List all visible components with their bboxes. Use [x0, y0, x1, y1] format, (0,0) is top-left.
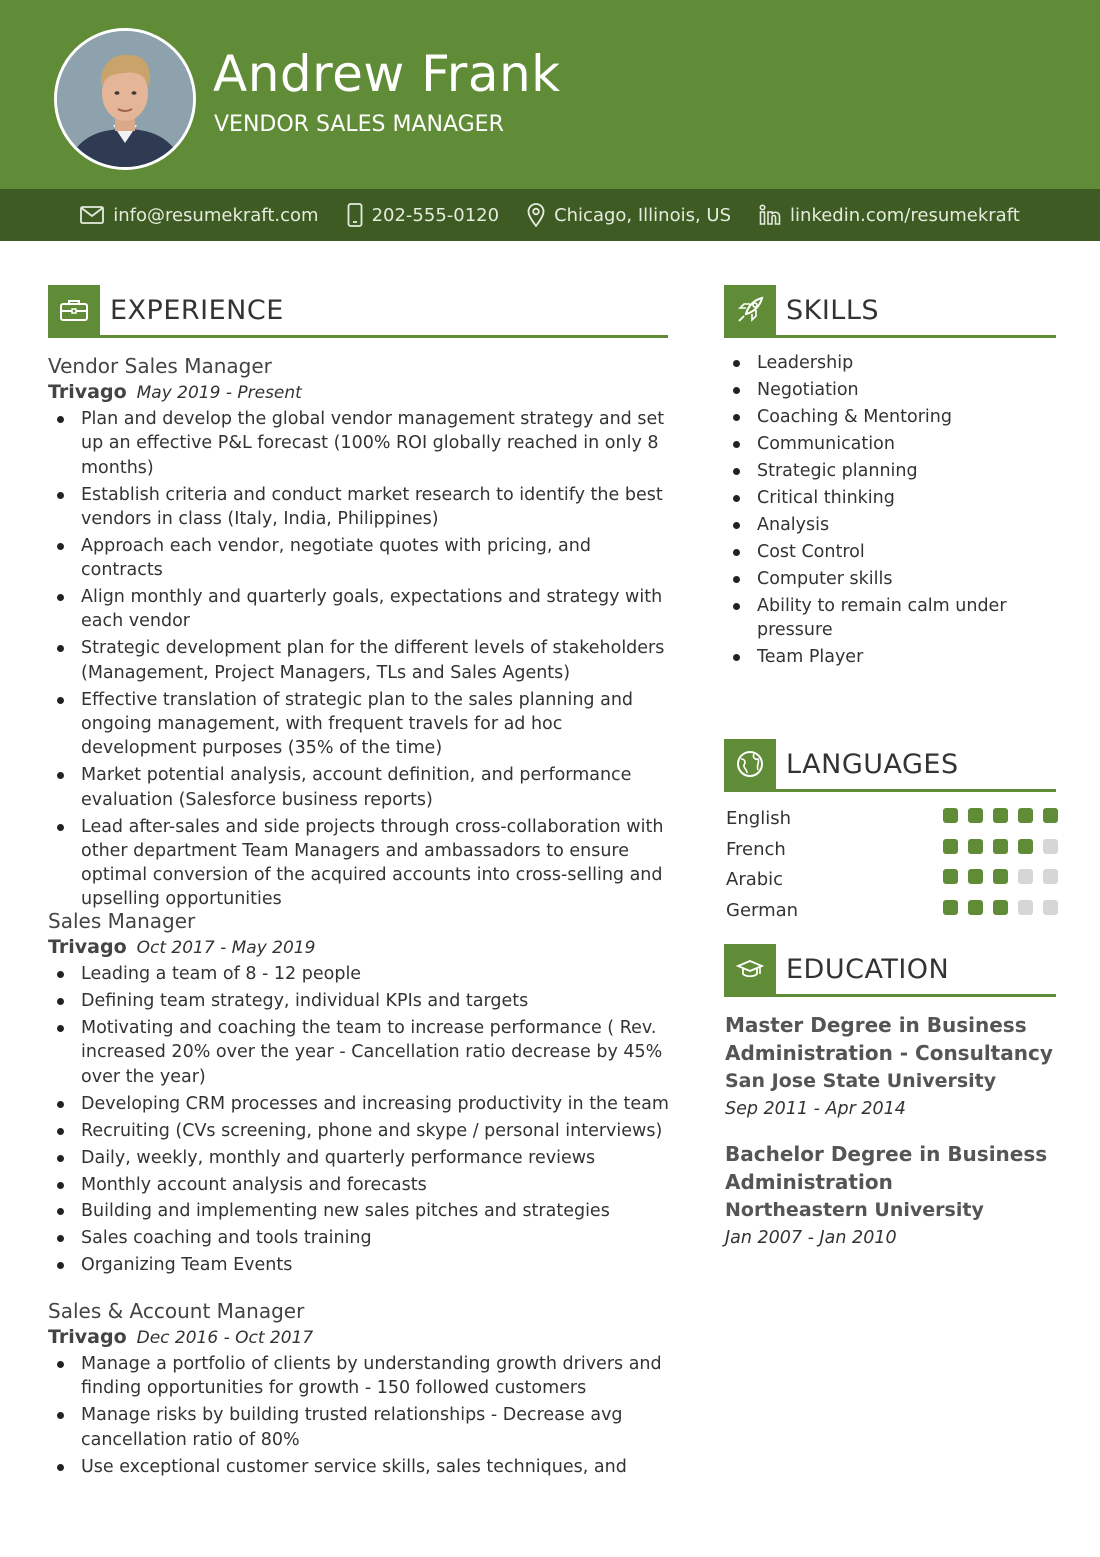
skill-item: Cost Control	[724, 540, 1064, 564]
skill-item: Leadership	[724, 351, 1064, 375]
job-bullet: Plan and develop the global vendor management strategy and set up an effective P&L forecast (100% ROI globally reached in only 8 months)	[48, 407, 678, 480]
job-bullet: Establish criteria and conduct market research to identify the best vendors in class (Italy, India, Philippines)	[48, 483, 678, 532]
job-bullet: Monthly account analysis and forecasts	[48, 1173, 678, 1197]
level-dot-empty	[1043, 869, 1058, 884]
language-name: Arabic	[726, 869, 784, 891]
skill-item: Analysis	[724, 513, 1064, 537]
skill-item: Negotiation	[724, 378, 1064, 402]
level-dot-filled	[993, 839, 1008, 854]
language-name: German	[726, 899, 799, 921]
skill-item: Critical thinking	[724, 486, 1064, 510]
level-dot-filled	[993, 808, 1008, 823]
level-dot-filled	[1018, 839, 1033, 854]
level-dot-filled	[993, 900, 1008, 915]
job-bullet: Sales coaching and tools training	[48, 1226, 678, 1250]
level-dot-empty	[1018, 900, 1033, 915]
language-level-dots	[933, 900, 1058, 915]
skill-item: Computer skills	[724, 567, 1064, 591]
job-bullet: Building and implementing new sales pitches and strategies	[48, 1199, 678, 1223]
job-bullet: Motivating and coaching the team to increase performance ( Rev. increased 20% over the year - Cancellation ratio decrease by 45% over the year)	[48, 1016, 678, 1089]
job-company: Trivago	[48, 381, 127, 403]
education-title: EDUCATION	[786, 954, 950, 985]
contact-location	[527, 203, 731, 227]
level-dot-filled	[943, 869, 958, 884]
job-company: Trivago	[48, 936, 127, 958]
job-entry	[48, 907, 678, 1280]
level-dot-filled	[968, 839, 983, 854]
job-title: Sales & Account Manager	[48, 1299, 305, 1323]
education-date: Sep 2011 - Apr 2014	[725, 1099, 906, 1119]
skill-item: Strategic planning	[724, 459, 1064, 483]
avatar	[54, 28, 196, 170]
job-bullet: Developing CRM processes and increasing productivity in the team	[48, 1092, 678, 1116]
job-date: May 2019 - Present	[136, 383, 302, 403]
job-bullet: Manage a portfolio of clients by understanding growth drivers and finding opportunities for growth - 150 followed customers	[48, 1352, 678, 1401]
languages-heading	[724, 739, 1056, 789]
section-divider	[724, 335, 1056, 338]
language-row	[726, 806, 1060, 837]
skill-item: Communication	[724, 432, 1064, 456]
level-dot-filled	[968, 808, 983, 823]
contact-email[interactable]	[80, 205, 318, 226]
skills-title: SKILLS	[786, 295, 880, 326]
job-bullet: Daily, weekly, monthly and quarterly performance reviews	[48, 1146, 678, 1170]
job-date: Dec 2016 - Oct 2017	[136, 1328, 314, 1348]
education-entry	[725, 1140, 1065, 1252]
job-bullets	[48, 962, 678, 1278]
job-bullet: Leading a team of 8 - 12 people	[48, 962, 678, 986]
candidate-name: Andrew Frank	[213, 45, 561, 103]
profile-photo	[57, 31, 193, 167]
skill-item: Ability to remain calm under pressure	[724, 594, 1032, 643]
job-bullet: Lead after-sales and side projects through cross-collaboration with other department Team Managers and ambassadors to ensure optimal conversion of the acquired accounts into cross-selling and upselling opportunities	[48, 815, 678, 912]
level-dot-filled	[968, 869, 983, 884]
language-name: French	[726, 838, 786, 860]
job-bullet: Effective translation of strategic plan to the sales planning and ongoing management, with frequent travels for ad hoc development purposes (35% of the time)	[48, 688, 678, 761]
location-pin-icon	[527, 203, 545, 227]
language-level-dots	[933, 839, 1058, 854]
contact-linkedin[interactable]	[759, 204, 1020, 226]
section-divider	[724, 994, 1056, 997]
job-bullets	[48, 407, 678, 912]
section-divider	[48, 335, 668, 338]
contact-linkedin-text: linkedin.com/resumekraft	[790, 204, 1020, 226]
education-degree: Bachelor Degree in Business Administration	[725, 1142, 1048, 1194]
contact-bar	[0, 189, 1100, 241]
level-dot-empty	[1043, 839, 1058, 854]
skills-heading	[724, 285, 1056, 335]
education-degree: Master Degree in Business Administration - Consultancy	[725, 1013, 1053, 1065]
level-dot-empty	[1043, 900, 1058, 915]
job-bullets	[48, 1352, 678, 1479]
languages-title: LANGUAGES	[786, 749, 959, 780]
language-row	[726, 898, 1060, 929]
level-dot-filled	[1043, 808, 1058, 823]
job-company: Trivago	[48, 1326, 127, 1348]
language-level-dots	[933, 869, 1058, 884]
contact-phone-text: 202-555-0120	[371, 204, 500, 226]
briefcase-icon	[60, 299, 88, 321]
education-heading	[724, 944, 1056, 994]
education-date: Jan 2007 - Jan 2010	[725, 1228, 897, 1248]
graduation-cap-icon	[736, 958, 764, 980]
contact-phone[interactable]	[347, 203, 500, 227]
section-divider	[724, 789, 1056, 792]
language-row	[726, 867, 1060, 898]
job-bullet: Recruiting (CVs screening, phone and skype / personal interviews)	[48, 1119, 678, 1143]
experience-heading	[48, 285, 668, 335]
job-entry	[48, 1297, 678, 1482]
job-bullet: Align monthly and quarterly goals, expectations and strategy with each vendor	[48, 585, 678, 634]
level-dot-empty	[1018, 869, 1033, 884]
linkedin-icon	[759, 204, 781, 226]
job-bullet: Strategic development plan for the different levels of stakeholders (Management, Project Managers, TLs and Sales Agents)	[48, 636, 678, 685]
education-school: San Jose State University	[725, 1070, 997, 1092]
education-school: Northeastern University	[725, 1199, 984, 1221]
job-date: Oct 2017 - May 2019	[136, 938, 316, 958]
job-bullet: Manage risks by building trusted relationships - Decrease avg cancellation ratio of 80%	[48, 1403, 678, 1452]
level-dot-filled	[993, 869, 1008, 884]
globe-icon	[736, 750, 764, 778]
mail-icon	[80, 206, 104, 224]
language-row	[726, 837, 1060, 868]
job-title: Sales Manager	[48, 909, 196, 933]
education-entry	[725, 1011, 1065, 1123]
header-banner	[0, 0, 1100, 189]
job-bullet: Defining team strategy, individual KPIs and targets	[48, 989, 678, 1013]
skill-item: Coaching & Mentoring	[724, 405, 1064, 429]
candidate-role: VENDOR SALES MANAGER	[214, 112, 504, 137]
phone-icon	[347, 203, 363, 227]
job-bullet: Organizing Team Events	[48, 1253, 678, 1277]
level-dot-filled	[1018, 808, 1033, 823]
job-bullet: Use exceptional customer service skills, sales techniques, and	[48, 1455, 678, 1479]
level-dot-filled	[968, 900, 983, 915]
languages-list	[726, 806, 1060, 928]
language-name: English	[726, 808, 791, 829]
level-dot-filled	[943, 808, 958, 823]
job-bullet: Market potential analysis, account definition, and performance evaluation (Salesforce business reports)	[48, 763, 678, 812]
skills-list	[724, 351, 1064, 672]
rocket-icon	[736, 296, 764, 324]
skill-item: Team Player	[724, 645, 1064, 669]
level-dot-filled	[943, 839, 958, 854]
contact-location-text: Chicago, Illinois, US	[554, 204, 732, 226]
job-title: Vendor Sales Manager	[48, 354, 272, 378]
contact-email-text: info@resumekraft.com	[113, 204, 319, 226]
job-entry	[48, 352, 678, 914]
level-dot-filled	[943, 900, 958, 915]
job-bullet: Approach each vendor, negotiate quotes with pricing, and contracts	[48, 534, 678, 583]
experience-title: EXPERIENCE	[110, 295, 284, 326]
language-level-dots	[933, 808, 1058, 823]
